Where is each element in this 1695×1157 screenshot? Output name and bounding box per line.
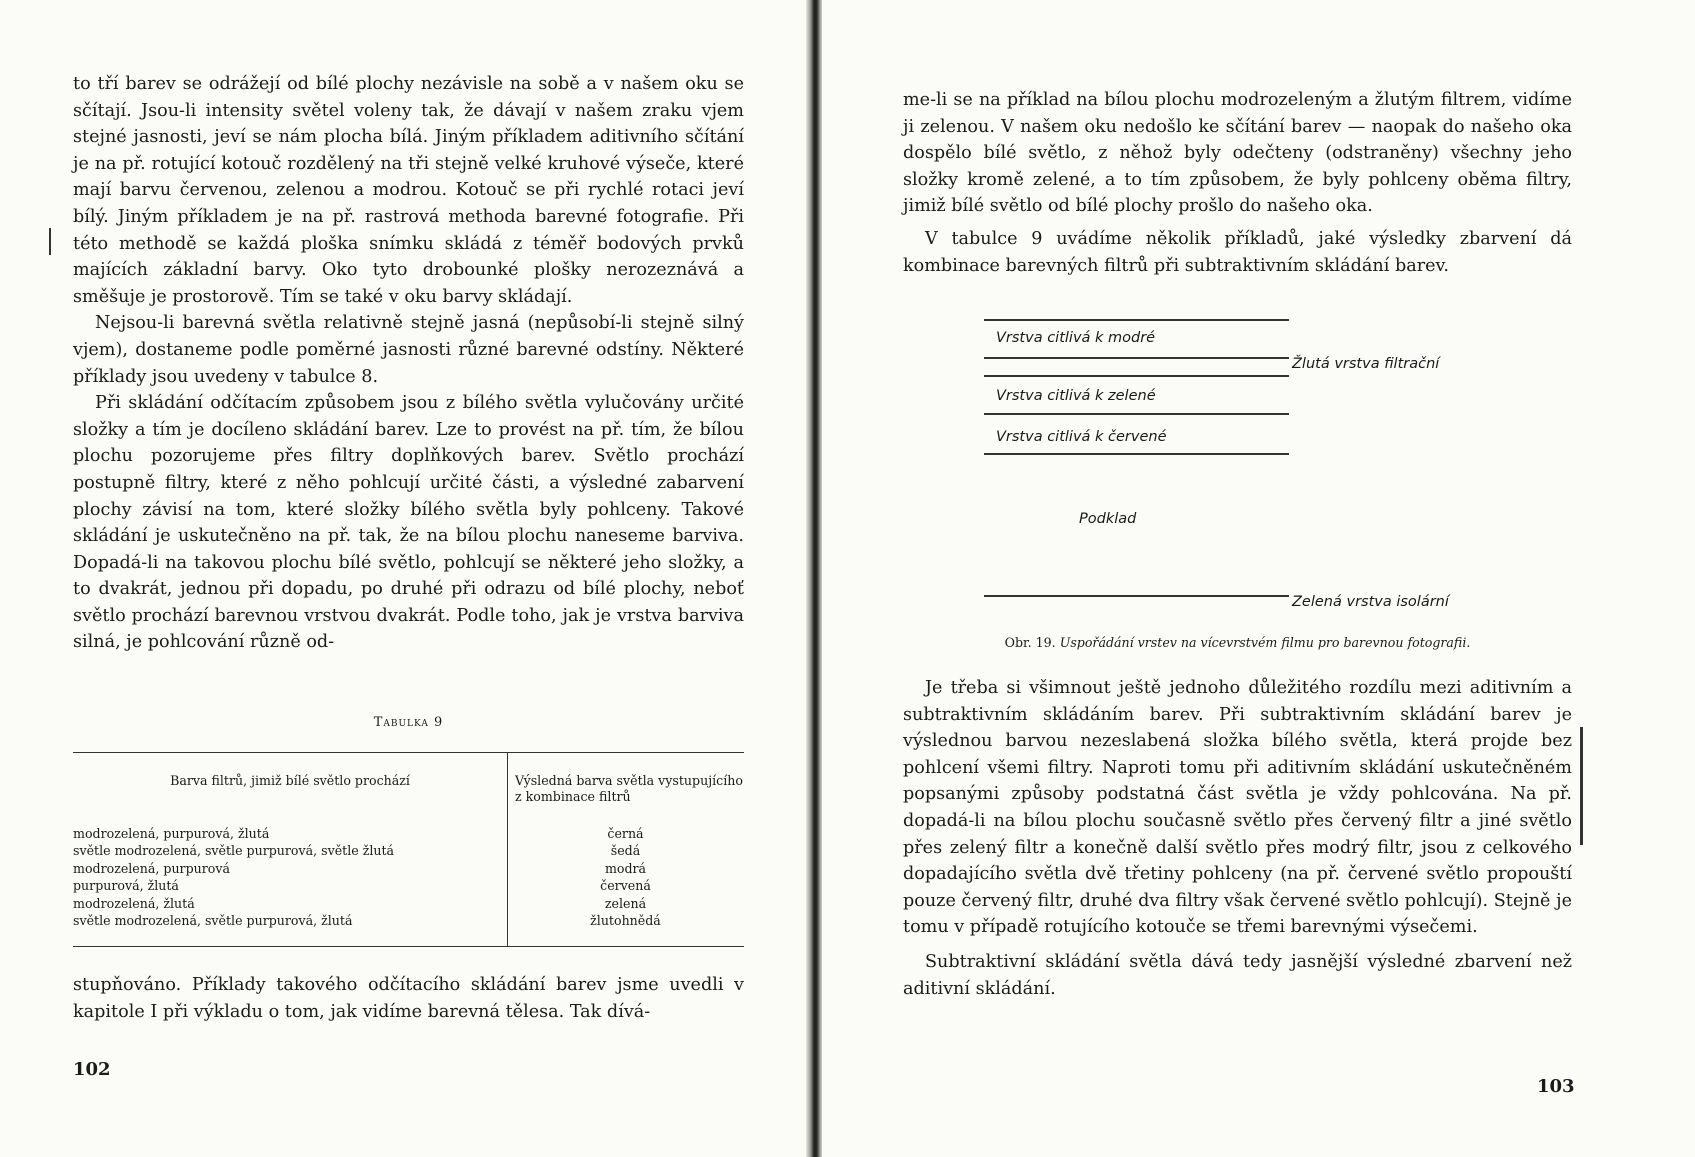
right-paragraph-2: V tabulce 9 uvádíme několik příkladů, jaké výsledky zbarvení dá kombinace barevných filtrů při subtraktivním skládání barev. <box>903 228 1572 276</box>
label-base: Podklad <box>1079 511 1137 527</box>
layer-line <box>984 375 1289 377</box>
table-cell-filters: světle modrozelená, světle purpurová, světle žlutá <box>73 843 395 859</box>
table-cell-result: černá <box>607 826 644 841</box>
layer-line <box>984 595 1289 597</box>
table-cell-filters: modrozelená, purpurová <box>73 860 230 876</box>
table-cell-filters: modrozelená, purpurová, žlutá <box>73 826 270 841</box>
table-row <box>73 895 744 912</box>
right-paragraph-4: Subtraktivní skládání světla dává tedy jasnější výsledné zbarvení než aditivní skládání. <box>903 951 1572 999</box>
table-title: Tabulka 9 <box>373 715 444 730</box>
layer-line <box>984 357 1289 359</box>
left-paragraph-2: Nejsou-li barevná světla relativně stejně jasná (nepůsobí-li stejně silný vjem), dostaneme podle poměrné jasnosti různé barevné odstíny. Některé příklady jsou uvedeny v tabulce 8. <box>73 313 744 387</box>
label-red-layer: Vrstva citlivá k červené <box>996 429 1167 445</box>
table-cell-result: šedá <box>610 843 641 859</box>
figure-caption <box>903 635 1572 650</box>
table-cell-result: modrá <box>604 860 647 876</box>
right-top-text <box>903 87 1572 279</box>
label-antihalo: Zelená vrstva isolární <box>1292 594 1449 610</box>
left-paragraph-3: Při skládání odčítacím způsobem jsou z bílého světla vylučovány určité složky a tím je docíleno skládání barev. Lze to provést na př. tím, že bílou plochu pozorujeme přes filtry doplňkových barev. Světlo prochází postupně filtry, které z něho pohlcují určité části, a výsledné zabarvení plochy závisí na tom, které složky bílého světla byly pohlceny. Takové skládání je uskutečněno na př. tak, že na bílou plochu naneseme barviva. Dopadá-li na takovou plochu bílé světlo, pohlcují se některé jeho složky, a to dvakrát, jednou při dopadu, po druhé při odrazu od bílé plochy, neboť světlo prochází barevnou vrstvou dvakrát. Podle toho, jak je vrstva barviva silná, je pohlcování různě od- <box>73 393 744 653</box>
table-cell-result: zelená <box>604 895 647 911</box>
label-yellow-filter: Žlutá vrstva filtrační <box>1292 356 1440 372</box>
right-paragraph-3: Je třeba si všimnout ještě jednoho důležitého rozdílu mezi aditivním a subtraktivním skládáním barev. Při subtraktivním skládání barev je výslednou barvou nezeslabená složka bílého světla, která projde bez pohlcení všemi filtry. Naproti tomu při aditivním skládání uskutečněném popsanými způsoby podstatná část světla je vždy pohlcována. Na př. dopadá-li na bílou plochu současně světlo přes červený filtr a jiné světlo přes zelený filtr a konečně další světlo přes modrý filtr, jsou z celkového dopadajícího světla dvě třetiny pohlceny (na př. červené světlo propouští pouze červený filtr, druhé dva filtry však červené světlo pohlcují). Stejně je tomu v případě rotujícího kotouče se třemi barevnými výsečemi. <box>903 678 1572 938</box>
label-blue-layer: Vrstva citlivá k modré <box>996 330 1156 346</box>
table-9 <box>73 752 744 947</box>
table-header-result: Výsledná barva světla vystupujícího z kombinace filtrů <box>515 773 743 804</box>
right-paragraph-1: me-li se na příklad na bílou plochu modrozeleným a žlutým filtrem, vidíme ji zelenou. V našem oku nedošlo ke sčítání barev — naopak do našeho oka dospělo bílé světlo, z něhož byly odečteny (odstraněny) všechny jeho složky kromě zelené, a to tím způsobem, že byly pohlceny oběma filtry, jimiž bílé světlo od bílé plochy prošlo do našeho oka. <box>903 90 1572 217</box>
left-bottom-text <box>73 972 744 1025</box>
film-layers-diagram <box>984 316 1504 621</box>
right-bottom-text <box>903 675 1572 1002</box>
caption-text: Uspořádání vrstev na vícevrstvém filmu pro barevnou fotografii. <box>1059 635 1471 650</box>
left-paragraph-1: to tří barev se odrážejí od bílé plochy nezávisle na sobě a v našem oku se sčítají. Jsou-li intensity světel voleny tak, že dávají v našem zraku vjem stejné jasnosti, jeví se nám plocha bílá. Jiným příkladem aditivního sčítání je na př. rotující kotouč rozdělený na tři stejně velké kruhové výseče, které mají barvu červenou, zelenou a modrou. Kotouč se při rychlé rotaci jeví bílý. Jiným příkladem je na př. rastrová methoda barevné fotografie. Při této methodě se každá ploška snímku skládá z téměř bodových prvků majících základní barvy. Oko tyto drobounké plošky nerozeznává a směšuje je prostorově. Tím se také v oku barvy skládají. <box>73 74 744 307</box>
layer-line <box>984 413 1289 415</box>
table-row <box>73 825 744 842</box>
table-cell-filters: purpurová, žlutá <box>73 878 179 894</box>
table-row <box>73 842 744 859</box>
table-body <box>73 825 744 929</box>
left-paragraph-4: stupňováno. Příklady takového odčítacího skládání barev jsme uvedli v kapitole I při výkladu o tom, jak vidíme barevná tělesa. Tak dívá- <box>73 975 744 1022</box>
table-cell-filters: světle modrozelená, světle purpurová, žlutá <box>73 912 353 928</box>
page-number-right: 103 <box>1537 1076 1575 1097</box>
table-cell-result: žlutohnědá <box>590 912 661 928</box>
table-row <box>73 877 744 894</box>
caption-label: Obr. 19. <box>1004 635 1056 650</box>
layer-line <box>984 319 1289 321</box>
page-number-left: 102 <box>73 1059 111 1080</box>
margin-mark <box>49 228 51 255</box>
table-cell-filters: modrozelená, žlutá <box>73 895 195 911</box>
margin-mark <box>1580 727 1583 845</box>
table-cell-result: červená <box>600 878 651 894</box>
label-green-layer: Vrstva citlivá k zelené <box>996 388 1156 404</box>
table-row <box>73 912 744 929</box>
layer-line <box>984 453 1289 455</box>
left-page <box>0 0 808 1157</box>
table-header-filters: Barva filtrů, jimiž bílé světlo prochází <box>170 773 410 788</box>
left-top-text <box>73 71 744 656</box>
table-row <box>73 860 744 877</box>
